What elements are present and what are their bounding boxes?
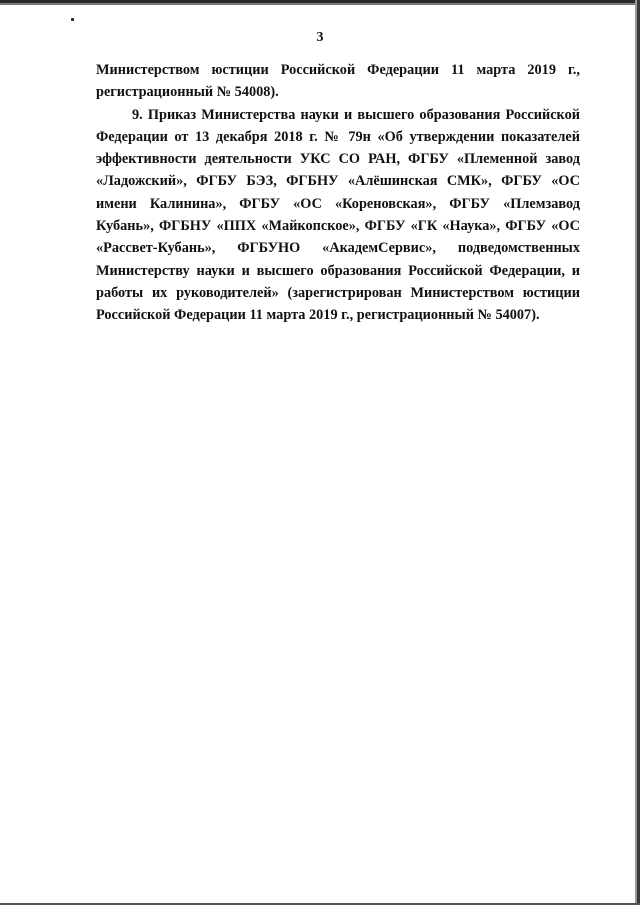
paragraph-continuation: Министерством юстиции Российской Федерации 11 марта 2019 г., регистрационный № 54008).	[96, 62, 580, 101]
scan-speck	[71, 18, 74, 21]
scan-edge-top-shadow	[0, 3, 640, 5]
document-body	[96, 59, 580, 327]
page-number: 3	[316, 30, 324, 45]
scan-edge-right-shadow	[635, 0, 637, 905]
paragraph-item-9: 9. Приказ Министерства науки и высшего образования Российской Федерации от 13 декабря 2018 г. № 79н «Об утверждении показателей эффективности деятельности УКС СО РАН, ФГБУ «Племенной завод «Ладожский», ФГБУ БЭЗ, ФГБНУ «Алёшинская СМК», ФГБУ «ОС имени Калинина», ФГБУ «ОС «Кореновская», ФГБУ «Племзавод Кубань», ФГБНУ «ППХ «Майкопское», ФГБУ «ГК «Наука», ФГБУ «ОС «Рассвет-Кубань», ФГБУНО «АкадемСервис», подведомственных Министерству науки и высшего образования Российской Федерации, и работы их руководителей» (зарегистрирован Министерством юстиции Российской Федерации 11 марта 2019 г., регистрационный № 54007).	[96, 106, 580, 324]
